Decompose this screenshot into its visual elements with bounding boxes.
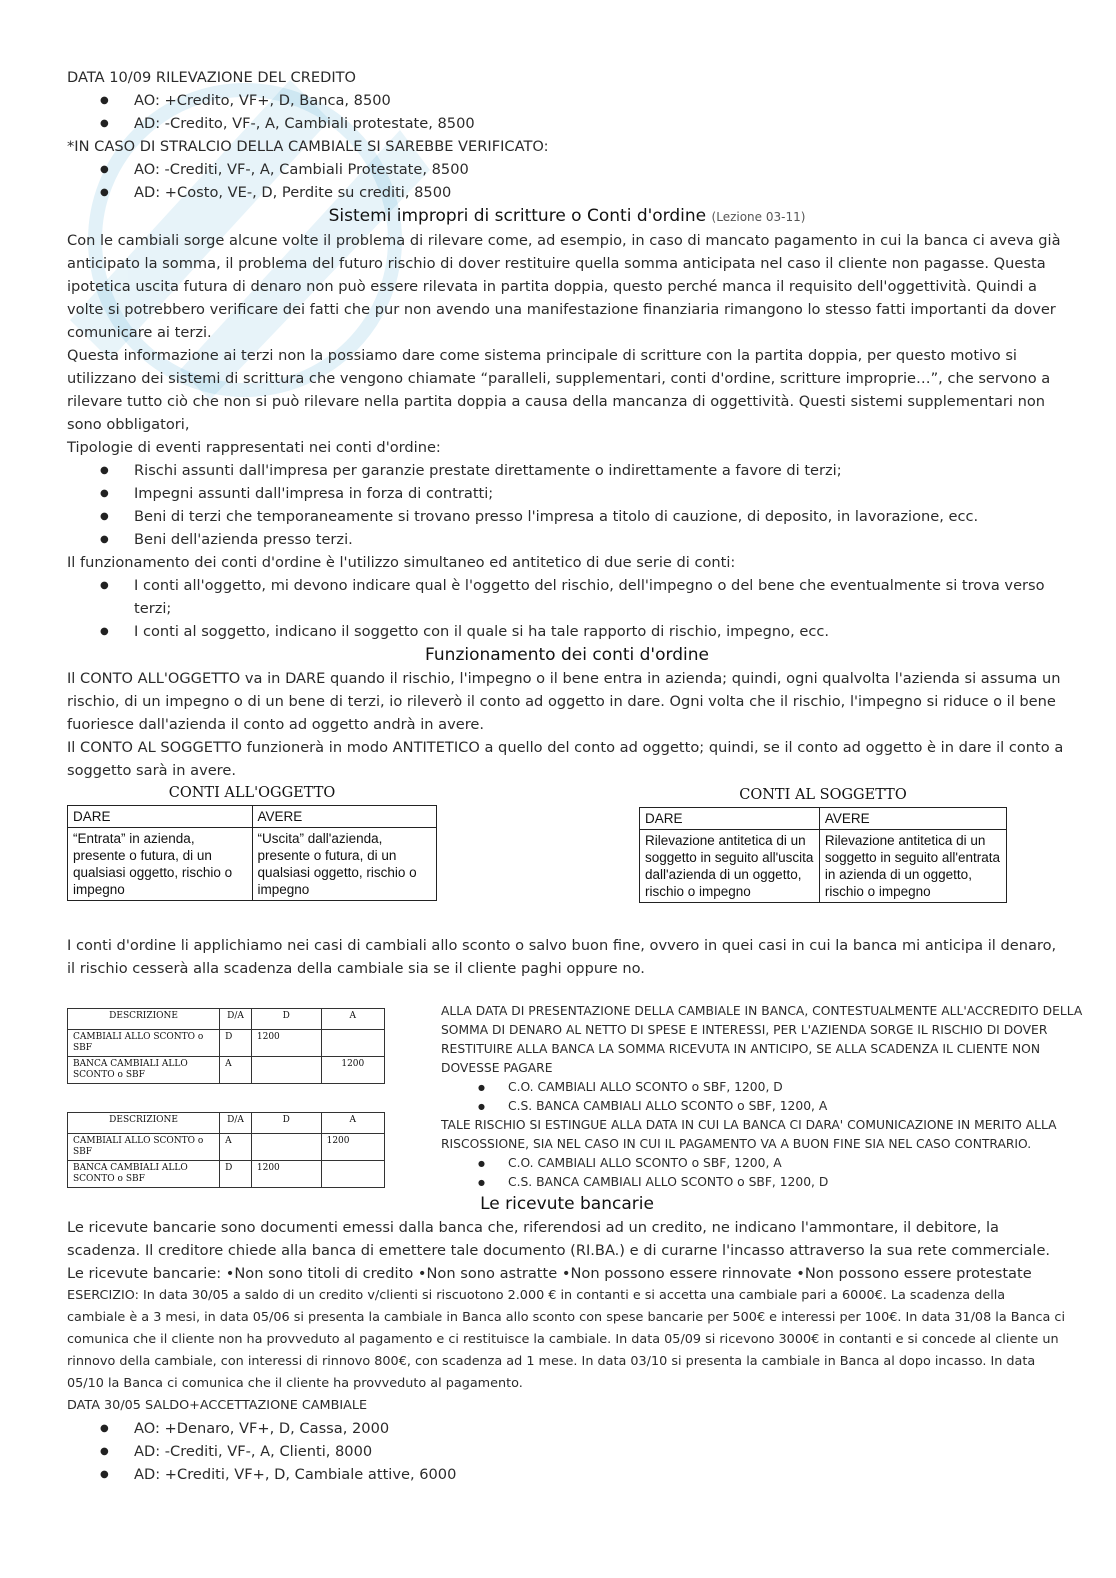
conti-tables [67,784,1067,934]
entry: ● C.S. BANCA CAMBIALI ALLO SCONTO o SBF, 1200, D [441,1173,1091,1192]
table-cell: “Entrata” in azienda, presente o futura, di un qualsiasi oggetto, rischio o impegno [68,828,253,901]
event-types-list [67,459,1067,551]
table-cell: Rilevazione antitetica di un soggetto in seguito all'entrata in azienda di un oggetto, rischio o impegno [819,830,1006,903]
section-title [67,204,1067,229]
entry: ● AO: +Credito, VF+, D, Banca, 8500 [67,89,1067,112]
entry: ● C.S. BANCA CAMBIALI ALLO SCONTO o SBF, 1200, A [441,1097,1091,1116]
stralcio-note: *IN CASO DI STRALCIO DELLA CAMBIALE SI SAREBBE VERIFICATO: [67,138,549,155]
entries-list [67,158,1067,204]
entries-list [67,89,1067,135]
list-item: ● Impegni assunti dall'impresa in forza di contratti; [67,482,1067,505]
table-cell: Rilevazione antitetica di un soggetto in seguito all'uscita dall'azienda di un oggetto, rischio o impegno [640,830,820,903]
table-conti-oggetto [67,805,437,901]
section-title-text: Sistemi impropri di scritture o Conti d'ordine [328,206,707,226]
paragraph: Tipologie di eventi rappresentati nei conti d'ordine: [67,439,441,456]
table-cell [251,1057,321,1084]
list-item: ● I conti all'oggetto, mi devono indicare qual è l'oggetto del rischio, dell'impegno o del bene che eventualmente si trova verso terzi; [67,574,1067,620]
exercise-text: ESERCIZIO: In data 30/05 a saldo di un credito v/clienti si riscuotono 2.000 € in contanti e si accetta una cambiale pari a 6000€. La scadenza della cambiale è a 3 mesi, in data 05/06 si presenta la cambiale in Banca allo sconto con spese bancarie per 500€ e interessi per 100€. In data 31/08 la Banca ci comunica che il cliente non ha provveduto al pagamento e ci restituisce la cambiale. In data 05/09 si ricevono 3000€ in contanti e si concede al cliente un rinnovo della cambiale, con interessi di rinnovo 800€, con scadenza ad 1 mese. In data 03/10 si presenta la cambiale in Banca al dopo incasso. In data 05/10 la Banca ci comunica che il cliente ha provveduto al pagamento. [67,1288,1066,1391]
column-header: DESCRIZIONE [68,1113,220,1134]
table-cell: “Uscita” dall'azienda, presente o futura, di un qualsiasi oggetto, rischio o impegno [252,828,437,901]
list-item: ● Beni dell'azienda presso terzi. [67,528,1067,551]
column-header: DESCRIZIONE [68,1009,220,1030]
table-cell [321,1030,384,1057]
sconto-section [67,994,1083,1192]
column-header: AVERE [252,806,437,828]
column-header: A [321,1113,384,1134]
entry: ● AD: +Crediti, VF+, D, Cambiale attive, 6000 [67,1463,1067,1486]
table-row [68,1057,385,1084]
document-page [67,66,1083,1486]
entries-list [441,1154,1091,1192]
paragraph: TALE RISCHIO SI ESTINGUE ALLA DATA IN CUI LA BANCA CI DARA' COMUNICAZIONE IN MERITO ALLA RISCOSSIONE, SIA NEL CASO IN CUI IL PAGAMENTO VA A BUON FINE SIA NEL CASO CONTRARIO. [441,1118,1057,1151]
sconto-explanation [441,1002,1091,1192]
entry: ● C.O. CAMBIALI ALLO SCONTO o SBF, 1200, D [441,1078,1091,1097]
table-oggetto-wrapper [67,784,437,901]
journal-table-riscossione [67,1112,385,1188]
table-cell: A [220,1057,252,1084]
column-header: D [251,1009,321,1030]
paragraph: Le ricevute bancarie sono documenti emessi dalla banca che, riferendosi ad un credito, ne indicano l'ammontare, il debitore, la scadenza. Il creditore chiede alla banca di emettere tale documento (RI.BA.) e di curarne l'incasso attraverso la sua rete commerciale. [67,1219,1051,1259]
list-item: ● Rischi assunti dall'impresa per garanzie prestate direttamente o indirettamente a favore di terzi; [67,459,1067,482]
paragraph: Le ricevute bancarie: •Non sono titoli di credito •Non sono astratte •Non possono essere rinnovate •Non possono essere protestate [67,1265,1032,1282]
paragraph: ALLA DATA DI PRESENTAZIONE DELLA CAMBIALE IN BANCA, CONTESTUALMENTE ALL'ACCREDITO DELLA SOMMA DI DENARO AL NETTO DI SPESE E INTERESSI, PER L'AZIENDA SORGE IL RISCHIO DI DOVER RESTITUIRE ALLA BANCA LA SOMMA RICEVUTA IN ANTICIPO, SE ALLA SCADENZA IL CLIENTE NON DOVESSE PAGARE [441,1004,1083,1075]
column-header: AVERE [819,808,1006,830]
entry: ● AO: -Crediti, VF-, A, Cambiali Protestate, 8500 [67,158,1067,181]
date-heading-credit: DATA 10/09 RILEVAZIONE DEL CREDITO [67,69,357,86]
entry: ● AD: -Crediti, VF-, A, Clienti, 8000 [67,1440,1067,1463]
paragraph: Il CONTO ALL'OGGETTO va in DARE quando il rischio, l'impegno o il bene entra in azienda; quindi, ogni qualvolta l'azienda si assuma un rischio, di un impegno o di un bene di terzi, io rileverò il conto ad oggetto in dare. Ogni volta che il rischio, l'impegno si riduce o il bene fuoriesce dall'azienda il conto ad oggetto andrà in avere. [67,670,1061,733]
entry: ● AD: -Credito, VF-, A, Cambiali protestate, 8500 [67,112,1067,135]
table-cell: BANCA CAMBIALI ALLO SCONTO o SBF [68,1057,220,1084]
section-title: Le ricevute bancarie [480,1194,654,1214]
column-header: D/A [220,1009,252,1030]
table-cell: CAMBIALI ALLO SCONTO o SBF [68,1134,220,1161]
list-item: ● Beni di terzi che temporaneamente si trovano presso l'impresa a titolo di cauzione, di deposito, in lavorazione, ecc. [67,505,1067,528]
column-header: DARE [68,806,253,828]
table-cell: D [220,1161,252,1188]
table-cell: CAMBIALI ALLO SCONTO o SBF [68,1030,220,1057]
table-conti-soggetto [639,807,1007,903]
table-caption: CONTI AL SOGGETTO [739,787,907,803]
paragraph: Il CONTO AL SOGGETTO funzionerà in modo ANTITETICO a quello del conto ad oggetto; quindi, se il conto ad oggetto è in dare il conto a soggetto sarà in avere. [67,739,1064,779]
entry: ● AO: +Denaro, VF+, D, Cassa, 2000 [67,1417,1067,1440]
table-cell [251,1134,321,1161]
date-heading-saldo: DATA 30/05 SALDO+ACCETTAZIONE CAMBIALE [67,1398,368,1413]
table-row [68,1030,385,1057]
lesson-ref: (Lezione 03-11) [711,210,806,224]
table-row [68,1161,385,1188]
entries-list [67,1417,1067,1486]
column-header: A [321,1009,384,1030]
table-caption: CONTI ALL'OGGETTO [168,785,336,801]
entries-list [441,1078,1091,1116]
table-soggetto-wrapper [639,786,1007,903]
entry: ● AD: +Costo, VE-, D, Perdite su crediti, 8500 [67,181,1067,204]
paragraph: I conti d'ordine li applichiamo nei casi di cambiali allo sconto o salvo buon fine, ovvero in quei casi in cui la banca mi anticipa il denaro, il rischio cesserà alla scadenza della cambiale sia se il cliente paghi oppure no. [67,937,1057,977]
column-header: D/A [220,1113,252,1134]
table-cell: D [220,1030,252,1057]
section-title: Funzionamento dei conti d'ordine [425,645,709,665]
table-cell: BANCA CAMBIALI ALLO SCONTO o SBF [68,1161,220,1188]
table-cell: 1200 [321,1134,384,1161]
journal-table-presentation [67,1008,385,1084]
table-cell [321,1161,384,1188]
column-header: D [251,1113,321,1134]
paragraph: Il funzionamento dei conti d'ordine è l'utilizzo simultaneo ed antitetico di due serie di conti: [67,554,736,571]
paragraph: Con le cambiali sorge alcune volte il problema di rilevare come, ad esempio, in caso di mancato pagamento in cui la banca ci aveva già anticipato la somma, il problema del futuro rischio di dover restituire quella somma anticipata nel caso il cliente non pagasse. Questa ipotetica uscita futura di denaro non può essere rilevata in partita doppia, questo perché manca il requisito dell'oggettività. Quindi a volte si potrebbero verificare dei fatti che pur non avendo una manifestazione finanziaria rimangono lo stesso fatti importanti da dover comunicare ai terzi. [67,232,1061,341]
table-cell: 1200 [251,1030,321,1057]
series-list [67,574,1067,643]
paragraph: Questa informazione ai terzi non la possiamo dare come sistema principale di scritture con la partita doppia, per questo motivo si utilizzano dei sistemi di scrittura che vengono chiamate “paralleli, supplementari, conti d'ordine, scritture improprie…”, che servono a rilevare tutto ciò che non si può rilevare nella partita doppia a causa della mancanza di oggettività. Questi sistemi supplementari non sono obbligatori, [67,347,1051,433]
table-cell: 1200 [321,1057,384,1084]
list-item: ● I conti al soggetto, indicano il soggetto con il quale si ha tale rapporto di rischio, impegno, ecc. [67,620,1067,643]
table-cell: A [220,1134,252,1161]
table-cell: 1200 [251,1161,321,1188]
column-header: DARE [640,808,820,830]
table-row [68,1134,385,1161]
entry: ● C.O. CAMBIALI ALLO SCONTO o SBF, 1200, A [441,1154,1091,1173]
